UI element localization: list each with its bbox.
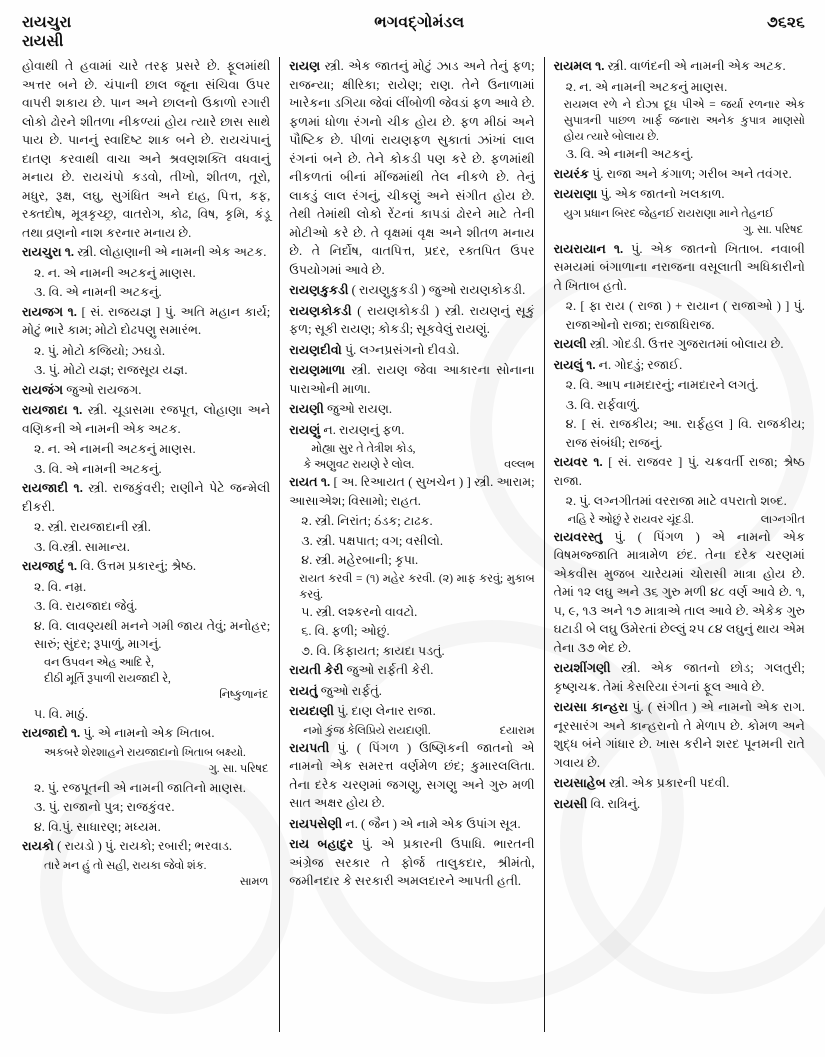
entry-text (289, 661, 534, 680)
entry-headword: રાયજગ (22, 304, 64, 319)
entry-sense (554, 396, 805, 415)
entry-sense (22, 578, 270, 597)
entry-text (22, 401, 270, 438)
dictionary-entry (554, 698, 805, 772)
entry-sense (554, 415, 805, 452)
entry-text (554, 795, 805, 814)
entry-headword-variant: ( રાયડો ) (57, 839, 102, 854)
entry-headword: રાયત (289, 475, 318, 490)
dictionary-entry (289, 682, 534, 701)
dictionary-entry (22, 243, 270, 262)
entry-text (554, 335, 805, 354)
entry-sense (554, 492, 805, 511)
entry-headword: રાયસા કાન્હરા (553, 700, 628, 715)
dictionary-entry (289, 815, 534, 834)
entry-sense (289, 532, 534, 551)
entry-sense-text: ૪. સ્ત્રી. મહેરબાની; કૃપા. (301, 553, 419, 568)
entry-sense-text: ૪. વિ.પું. સાધારણ; મધ્યમ. (34, 819, 161, 834)
entry-sense (22, 818, 270, 837)
quotation-source-text: સામળ (239, 875, 269, 888)
quotation-text: મોહ્યા સુર તે તેત્રીશ કોડ, (311, 443, 416, 455)
entry-text (289, 341, 534, 360)
sense-number: ૧. (613, 241, 624, 256)
entry-sense (289, 642, 534, 661)
left-column (16, 57, 280, 1032)
entry-definition: પું. એ પ્રકારની ઉપાધિ. ભારતની અંગ્રેજ સરકાર તે ફોર્જ તાલુકદાર, શ્રીમંતો, જમીનદાર કે સરકારી અમલદારને આપતી હતી. (289, 837, 535, 889)
quotation-source: લાગ્નગીત (760, 513, 805, 526)
entry-definition: પું. ( પિંગળ ) ઉષ્ણિકની જાતનો એ નામનો એક સમરત્ત વર્ણમેળ છંદ; કુમારલલિતા. તેના દરેક ચરણમાં જગણુ, સગણુ અને ગુરુ મળી સાત અક્ષર હોય છે. (289, 740, 535, 811)
entry-sense (22, 518, 270, 537)
quotation-block (554, 206, 805, 222)
entry-sense (22, 460, 270, 479)
entry-sense (22, 283, 270, 302)
entry-text (554, 165, 805, 184)
dictionary-entry (554, 795, 805, 814)
dictionary-entry (289, 361, 534, 398)
entry-sense-text: ૩. વિ. રાર્ફવાળું. (565, 397, 640, 412)
quotation-line (22, 858, 270, 874)
entry-definition: પું. દાણ લેનાર રાજા. (337, 704, 436, 719)
entry-sense (22, 798, 270, 817)
entry-sense (22, 264, 270, 283)
quotation-text: યુગ પ્રધાન બિરદ જેહનઈ રાયરાણા માને તેહનઈ (563, 207, 774, 220)
dictionary-entry (22, 401, 270, 438)
entry-headword: રાયણ (289, 59, 321, 73)
entry-sense-text: ૫. વિ. માઠું. (34, 706, 89, 721)
quotation-source-text: નિષ્કુળાનંદ (219, 688, 269, 701)
dictionary-entry (22, 557, 270, 576)
entry-text (22, 479, 270, 516)
quotation-with-source (554, 512, 805, 528)
quotation-text: અકબરે શેરશાહને રાયજાદાનો ખિતાબ બક્ષ્યો. (44, 746, 246, 759)
entry-sense-text: ૨. પું. લગ્નગીતમાં વરરાજા માટે વપરાતો શબ્દ. (565, 494, 787, 509)
entry-sense-text: ૩. પું. મોટો યજ્ઞ; રાજસૂય યજ્ઞ. (34, 363, 188, 377)
dictionary-entry (554, 335, 805, 354)
dictionary-entry (289, 835, 534, 891)
entry-sense (22, 779, 270, 798)
entry-sense (22, 342, 270, 361)
entry-headword: રાયરાણા (553, 187, 598, 202)
entry-definition: સ્ત્રી. ચૂડાસમા રજપૂત, લોહાણા અને વણિકની એ નામની એક અટક. (22, 403, 271, 436)
middle-column (280, 57, 544, 1032)
dictionary-entry (554, 57, 805, 76)
entry-definition: જુઓ રાયણકોકડી. (428, 283, 526, 297)
entry-headword: રાયણું (289, 422, 321, 437)
quotation-text: નહિ રે ઓછું રે રાયવર ચૂંદડી. (567, 513, 694, 526)
entry-definition: ન. ગોદડું; રજાઈ. (598, 357, 683, 372)
dictionary-entry (22, 724, 270, 743)
quotation-with-source (289, 457, 534, 473)
sense-number: ૧. (595, 59, 605, 73)
entry-text (554, 528, 805, 658)
quotation-line (22, 655, 270, 671)
entry-sense-text: ૬. વિ. ફળી; ઓછું. (301, 624, 390, 639)
dictionary-entry (554, 165, 805, 184)
continued-paragraph-text: હોવાથી તે હવામાં ચારે તરફ પ્રસરે છે. ફૂલમાંથી અત્તર બને છે. ચંપાની છાલ જૂના સંચિવા ઉપર વાપરી શકાય છે. પાન અને છાલનો ઉકાળો રગારી લોકો ઢોરને શીતળા નીકળ્યાં હોય ત્યારે છાસ સાથે પાય છે. પાનનું સ્વાદિષ્ટ શાક બને છે. રાયચંપાનું દાતણ કરવાથી વાચા અને શ્રવણશક્તિ વધવાનું મનાય છે. રાયચંપો કડવો, તીખો, શીતળ, તૂરો, મધુર, રૂક્ષ, લઘુ, સુગંધિત અને દાહ, પિત્ત, કફ, રક્તદોષ, મૂત્રકૃચ્છ્ર, વાતરોગ, કોઢ, વિષ, કૃમિ, કંડૂ તથા વ્રણનો નાશ કરનાર મનાય છે. (22, 59, 271, 240)
sense-number: ૧. (586, 357, 596, 372)
dictionary-entry (22, 479, 270, 516)
dictionary-entry (554, 528, 805, 658)
entry-text (289, 739, 534, 813)
entry-headword: રાયદાણી (289, 704, 334, 719)
entry-sense-text: ૩. પું. રાજાનો પુત્ર; રાજકુંવર. (34, 800, 175, 815)
entry-sense (22, 440, 270, 459)
quotation-text: તારે મન હું તો સહી, રાયકા જેવો શંક. (44, 859, 207, 872)
entry-definition: પું. એ નામનો એક ખિતાબ. (83, 726, 215, 741)
quotation-source: વલ્લભ (504, 459, 535, 472)
dictionary-entry (554, 659, 805, 696)
entry-sense (22, 361, 270, 380)
entry-headword: રાયતું (289, 683, 318, 698)
quotation-line (22, 745, 270, 761)
quotation-block (289, 571, 534, 603)
dictionary-entry (289, 281, 534, 300)
entry-headword: રાયજાદી (22, 481, 69, 495)
entry-definition: જુઓ રાર્ફતું. (320, 683, 382, 698)
entry-definition: પું. રાજા અને કંગાળ; ગરીબ અને તવંગર. (592, 166, 792, 181)
quotation-source (22, 761, 268, 777)
entry-headword: રાયશીંગણી (553, 661, 611, 676)
entry-headword-variant: ( રાયણુકુકડી ) (351, 283, 426, 297)
entry-headword: રાયપસેણી (289, 816, 343, 831)
entry-sense (22, 705, 270, 724)
entry-text (289, 57, 534, 279)
entry-sense (289, 622, 534, 641)
entry-sense-text: ૨. વિ. આપ નામદારનું; નામદારને લગતું. (565, 378, 759, 393)
quotation-text: નમો કુંજ કેલિપ્રિયે રાયદાણી. (303, 724, 431, 737)
entry-text (22, 243, 270, 262)
entry-sense (289, 551, 534, 570)
entry-definition: પું. લગ્નપ્રસંગનો દીવડો. (344, 342, 460, 357)
entry-definition: સ્ત્રી. લોહાણાની એ નામની એક અટક. (77, 245, 267, 259)
entry-text (554, 659, 805, 696)
entry-sense (289, 512, 534, 531)
running-head-left-word: રાયચુરા (22, 14, 72, 31)
entry-definition: સ્ત્રી. એક જાતનું મોટું ઝાડ અને તેનું ફળ; રાજન્યા; ક્ષીરિકા; રાયેણ; રાણ. તેને ઉનાળામાં ખારેકના ડગિયા જેવાં લીંબોળી જેવડાં ફળ આવે છે. ફળમાં ધોળા રંગનો ચીક હોય છે. ફળ મીઠાં અને પૌષ્ટિક છે. પીળાં રાયણફળ સુકાતાં ઝાંખાં લાલ રંગનાં બને છે. તેને કોકડી પણ કરે છે. ફળમાંથી નીકળતાં બીનાં મીંજમાંથી તેલ નીકળે છે. તેનું લાકડું લાલ રંગનું, ચીકણું અને સંગીત હોય છે. તેથી તેમાંથી લોકો રેંટનાં કાપડાં ઢોરને માટે તેની મોટીઓ કરે છે. તે વૃક્ષમાં વૃક્ષ અને શીતળ મનાય છે. તે નિર્દોષ, વાતપિત્ત, પ્રદર, રક્તપિત ઉપર ઉપયોગમાં આવે છે. (289, 59, 535, 277)
entry-sense-text: ૪. [ સં. રાજકીય; આ. રાર્ફહલ ] વિ. રાજકીય; રાજ સંબંધી; રાજનું. (565, 417, 805, 450)
entry-headword-variant: ( રાયણકોકડી ) (357, 303, 440, 318)
dictionary-entry (289, 400, 534, 419)
entry-sense-text: ૩. વિ.સ્ત્રી. સામાન્ય. (34, 539, 130, 554)
entry-sense (22, 597, 270, 616)
entry-text (289, 421, 534, 440)
sense-number: ૧. (67, 559, 78, 573)
dictionary-entry (289, 421, 534, 440)
sense-number: ૧. (70, 726, 81, 741)
entry-definition: વિ. રાત્રિનું. (590, 796, 641, 811)
entry-sense (554, 376, 805, 395)
entry-sense-text: ૭. વિ. કિફાયત; કાયદા પડતું. (301, 643, 445, 658)
entry-definition: સ્ત્રી. રાજકુંવરી; રાણીને પેટે જન્મેલી દીકરી. (22, 481, 271, 514)
entry-headword: રાયરાયાન (553, 241, 606, 256)
entry-definition: સ્ત્રી. ગોદડી. ઉત્તર ગુજરાતમાં બોલાય છે. (589, 337, 784, 352)
entry-headword: રાયલું (553, 357, 584, 372)
sense-number: ૧. (593, 455, 603, 470)
dictionary-entry (554, 453, 805, 490)
entry-headword: રાયકો (22, 839, 54, 854)
quotation-source: દયારામ (499, 724, 535, 737)
entry-definition: ન. ( જૈન ) એ નામે એક ઉપાંગ સૂત્ર. (345, 816, 521, 831)
quotation-text: દીઠી મૂર્તિ રૂપાળી રાયજાદી રે, (44, 672, 171, 685)
entry-text (554, 57, 805, 76)
continued-paragraph (22, 57, 270, 242)
entry-text (289, 815, 534, 834)
entry-text (289, 361, 534, 398)
entry-sense-text: ૨. ન. એ નામની અટકનું માણસ. (34, 442, 196, 456)
entry-headword: રાયપતી (289, 740, 330, 755)
running-head (22, 14, 805, 32)
entry-headword: રાયચુરા (22, 245, 62, 259)
entry-text (554, 453, 805, 490)
entry-definition: ન. રાયણનું ફળ. (323, 422, 405, 437)
sense-number: ૧. (73, 481, 83, 495)
column-container (16, 57, 809, 1032)
entry-definition: પું. એક જાતનો ખિતાબ. નવાબી સમયમાં બંગાળાના નરાજના વસૂલાતી અધિકારીનો તે ખિતાબ હતો. (553, 241, 805, 293)
entry-text (554, 774, 805, 793)
entry-sense-text: ૩. વિ. એ નામની અટકનું. (34, 285, 162, 299)
entry-definition: જુઓ રાયણ. (326, 402, 393, 416)
entry-sense (554, 145, 805, 164)
dictionary-entry (554, 185, 805, 204)
sense-number: ૧. (67, 304, 77, 319)
entry-definition: સ્ત્રી. રાયણનું સૂકું ફળ; સૂકી રાયણ; કોકડી; સૂકવેલું રાયણું. (289, 303, 535, 336)
entry-definition: પું. ( સંગીત ) એ નામનો એક રાગ. નૂરસારંગ અને કાન્હરાનો તે મેળાપ છે. કોમળ અને શુદ્ધ બંને ગાંધાર છે. ખાસ કરીને શરદ પૂનમની રાતે ગવાય છે. (553, 700, 805, 770)
entry-definition: સ્ત્રી. વાળંદની એ નામની એક અટક. (607, 59, 786, 73)
entry-headword: રાયણકોકડી (289, 303, 352, 318)
entry-text (289, 302, 534, 339)
entry-sense (22, 538, 270, 557)
entry-sense (289, 603, 534, 622)
entry-headword: રાયવર (553, 455, 588, 470)
entry-sense-text: ૫. સ્ત્રી. લશ્કરનો વાવટો. (301, 604, 418, 619)
dictionary-entry (22, 381, 270, 400)
entry-definition: સ્ત્રી. રાયણ જેવા આકારના સોનાના પારાઓની માળા. (289, 363, 535, 396)
sense-number: ૧. (64, 245, 75, 259)
entry-text (289, 835, 534, 891)
quotation-source (22, 687, 268, 703)
dictionary-entry (22, 837, 270, 856)
entry-headword: રાયવરસ્તુ (553, 529, 603, 544)
entry-sense-text: ૨. વિ. નમ્ર. (34, 579, 87, 594)
entry-sense-text: ૩. સ્ત્રી. પક્ષપાત; વગ; વસીલો. (301, 533, 444, 548)
entry-headword: રાયરંક (553, 166, 589, 181)
entry-sense-text: ૩. વિ. રાયજાદા જેવું. (34, 599, 138, 613)
entry-sense (22, 617, 270, 654)
dictionary-entry (554, 356, 805, 375)
entry-definition: જુઓ રાર્ફતી કેરી. (346, 663, 434, 678)
entry-sense-text: ૨. [ ફા રાય ( રાજા ) + રાયાન ( રાજાઓ ) ] પું. રાજાઓનો રાજા; રાજાધિરાજ. (565, 299, 805, 332)
entry-text (289, 281, 534, 300)
quotation-line (289, 441, 534, 457)
quotation-source (554, 222, 803, 238)
quotation-source-text: ગુ. સા. પરિષદ (208, 762, 269, 775)
entry-text (22, 381, 270, 400)
entry-headword: રાયજાદો (22, 726, 68, 741)
entry-sense-text: ૪. વિ. લાવણ્યથી મનને ગમી જાય તેવું; મનોહર; સારું; સુંદર; રૂપાળું, માગનું. (34, 618, 271, 651)
entry-headword: રાયસી (553, 796, 588, 811)
dictionary-entry (289, 341, 534, 360)
entry-headword: રાયજાદું (22, 559, 65, 573)
entry-headword: રાયજંગ (22, 382, 64, 397)
entry-sense-text: ૨. ન. એ નામની અટકનું માણસ. (565, 79, 728, 94)
entry-sense (554, 78, 805, 97)
entry-definition: પું. રાયકો; રબારી; ભરવાડ. (104, 839, 233, 854)
quotation-text: કે અણુવટ રાયણે રે લોલ. (303, 459, 415, 472)
entry-text (22, 724, 270, 743)
entry-text (554, 185, 805, 204)
page-number: ૭૬૨૬ (766, 14, 805, 31)
entry-headword: રાયલી (553, 337, 587, 352)
entry-text (289, 702, 534, 721)
right-column (545, 57, 809, 1032)
dictionary-entry (289, 702, 534, 721)
quotation-source (22, 874, 268, 890)
dictionary-entry (289, 57, 534, 279)
quotation-source-text: ગુ. સા. પરિષદ (743, 223, 803, 236)
entry-sense-text: ૨. સ્ત્રી. નિરાંત; ઠંડક; ટાઢક. (301, 514, 433, 529)
entry-text (554, 698, 805, 772)
entry-sense-text: ૩. વિ. એ નામની અટકનું. (565, 147, 694, 162)
quotation-text: વન ઉપવન એહ આદિ રે, (44, 656, 154, 669)
dictionary-entry (289, 302, 534, 339)
quotation-text: રાયમલ રળે ને દોઝા દૂધ પીએ = જર્યા રળનાર એક સુપાત્રની પાછળ ખાર્ફ જનારા અનેક કુપાત્ર માણસો હોય ત્યારે બોલાય છે. (563, 99, 805, 144)
entry-definition: વિ. ઉત્તમ પ્રકારનું; શ્રેષ્ઠ. (80, 559, 197, 573)
dictionary-entry (554, 774, 805, 793)
dictionary-entry (289, 739, 534, 813)
entry-sense-text: ૨. સ્ત્રી. રાયજાદાની સ્ત્રી. (34, 520, 151, 534)
quotation-block (554, 97, 805, 145)
entry-definition: સ્ત્રી. એક પ્રકારની પદવી. (609, 776, 730, 791)
entry-sense-text: ૩. વિ. એ નામની અટકનું. (34, 461, 162, 476)
running-head-last-word: રાયસી (22, 33, 64, 50)
entry-text (22, 303, 270, 340)
entry-sense-text: ૨. ન. એ નામની અટકનું માણસ. (34, 265, 196, 280)
quotation-text: રાયત કરવી = (૧) મહેર કરવી. (૨) માફ કરવું; મુકાબ કરવું. (299, 572, 535, 601)
entry-text (554, 240, 805, 296)
dictionary-title: ભગવદ્ગોમંડલ (374, 14, 465, 31)
quotation-line (22, 671, 270, 687)
dictionary-entry (554, 240, 805, 296)
sense-number: ૧. (73, 403, 83, 417)
dictionary-entry (22, 303, 270, 340)
entry-text (22, 557, 270, 576)
entry-definition: પું. એક જાતનો ખલકાળ. (600, 187, 725, 202)
entry-headword: રાયણી (289, 402, 324, 416)
entry-headword: રાયસાહેબ (553, 776, 606, 791)
entry-definition: પું. ( પિંગળ ) એ નામનો એક વિષમજ્જાતિ માત્રામેળ છંદ. તેના દરેક ચરણમાં એકવીસ મુજબ ચારેયમાં ચોરાસી માત્રા હોય છે. તેમાં ૧૨ લઘુ અને ૩૬ ગુરુ મળી ૪૮ વર્ણ આવે છે. ૧, ૫, ૯, ૧૩ અને ૧૭ માત્રાએ તાલ આવે છે. એકેક ગુરુ ઘટાડી બે લઘુ ઉમેરતાં છેલ્લું ૨૫ ૮૪ લઘુનું થાય એમ તેના ૩૭ ભેદ છે. (553, 529, 805, 655)
entry-headword: રાય બહાદુર (289, 837, 354, 852)
entry-definition: સ્ત્રી. એક જાતનો છોડ; ગલતુરી; કૃષ્ણચક્ર. તેમાં કેસરિયા રંગનાં ફૂલ આવે છે. (553, 661, 805, 694)
sense-number: ૧. (320, 475, 331, 490)
entry-sense-text: ૨. પું. મોટો કજિયો; ઝઘડો. (34, 343, 166, 358)
entry-headword: રાયણદીવો (289, 342, 342, 357)
entry-definition: [ અ. રિઆયત ( સુખચેન ) ] સ્ત્રી. આરામ; આસાએશ; વિસામો; રાહત. (289, 475, 535, 508)
entry-text (289, 682, 534, 701)
entry-text (289, 400, 534, 419)
dictionary-entry (289, 661, 534, 680)
entry-headword: રાયણમાળા (289, 363, 346, 377)
entry-text (554, 356, 805, 375)
entry-text (289, 473, 534, 510)
entry-definition: [ સં. રાજવર ] પું. ચક્રવર્તી રાજા; શ્રેષ્ઠ રાજા. (553, 455, 805, 488)
dictionary-entry (289, 473, 534, 510)
entry-text (22, 837, 270, 856)
quotation-with-source (289, 723, 534, 739)
entry-definition: [ સં. રાજયજ્ઞ ] પું. અતિ મહાન કાર્ય; મોટું ભારે કામ; મોટો દોઢપણુ સમારંભ. (22, 304, 271, 337)
entry-definition: જુઓ રાયજગ. (66, 382, 142, 397)
entry-headword: રાયણકુકડી (289, 283, 349, 297)
entry-sense-text: ૨. પું. રજપૂતની એ નામની જાતિનો માણસ. (34, 780, 246, 795)
entry-headword: રાયતી કેરી (289, 663, 344, 678)
entry-sense (554, 297, 805, 334)
entry-headword: રાયજાદા (22, 403, 68, 417)
entry-headword: રાયમલ (553, 59, 592, 73)
